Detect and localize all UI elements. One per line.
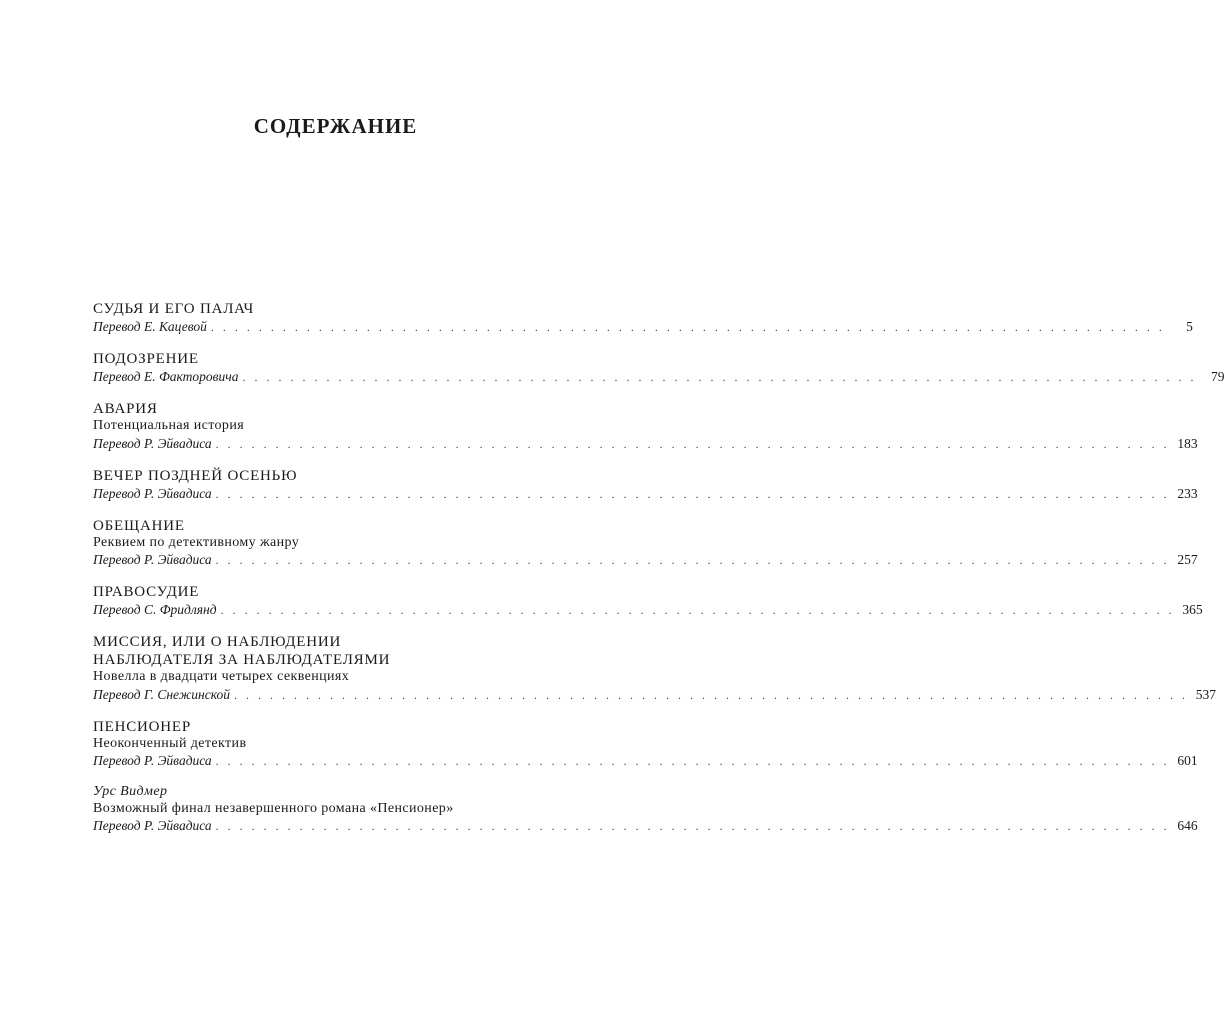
entry-subtitle: Новелла в двадцати четырех секвенциях [93,669,350,684]
entry-page-number: 257 [1177,552,1198,567]
dot-leader: . . . . . . . . . . . . . . . . . . . . . . . . . . . . . . . . . . . . . . . . . . . . . . . . . . . . . . . . . . . . . . . . . . . . . . . . . . . . . . . . [242,370,1197,384]
dot-leader: . . . . . . . . . . . . . . . . . . . . . . . . . . . . . . . . . . . . . . . . . . . . . . . . . . . . . . . . . . . . . . . . . . . . . . . . . . . . . . . . [210,320,1165,334]
entry-row [93,817,1198,835]
entry-title: ВЕЧЕР ПОЗДНЕЙ ОСЕНЬЮ [93,467,298,484]
entry-title: ОБЕЩАНИЕ [93,517,185,534]
entry-subtitle: Неоконченный детектив [93,735,247,751]
entry-title: ПРАВОСУДИЕ [93,584,200,600]
entry-translator: Перевод Р. Эйвадиса [93,435,212,451]
entry-page-number: 601 [1177,753,1198,768]
entry-row [93,601,1203,619]
entry-page-number: 5 [1186,319,1193,334]
entry-subtitle: Возможный финал незавершенного романа «Пенсионер» [93,800,454,816]
entry-title: МИССИЯ, ИЛИ О НАБЛЮДЕНИИ [93,634,342,650]
toc-entry [93,300,1193,336]
toc-entry [93,784,1198,835]
toc-entry [93,517,1198,570]
dot-leader: . . . . . . . . . . . . . . . . . . . . . . . . . . . . . . . . . . . . . . . . . . . . . . . . . . . . . . . . . . . . . . . . . . . . . . . . . . . . . . . . [215,436,1170,451]
entry-row [93,686,1217,704]
dot-leader: . . . . . . . . . . . . . . . . . . . . . . . . . . . . . . . . . . . . . . . . . . . . . . . . . . . . . . . . . . . . . . . . . . . . . . . . . . . . . . . . [215,553,1170,567]
entry-translator: Перевод Р. Эйвадиса [93,753,212,768]
entry-translator: Перевод Е. Кацевой [93,319,207,334]
entry-row [93,368,1224,386]
toc-entry [93,718,1198,771]
dot-leader: . . . . . . . . . . . . . . . . . . . . . . . . . . . . . . . . . . . . . . . . . . . . . . . . . . . . . . . . . . . . . . . . . . . . . . . . . . . . . . . . [215,486,1170,501]
toc-entry [93,350,1224,386]
entry-translator: Перевод Р. Эйвадиса [93,818,212,833]
entry-title: ПОДОЗРЕНИЕ [93,351,199,367]
entry-author: Урс Видмер [93,784,168,799]
entry-translator: Перевод Р. Эйвадиса [93,552,212,567]
entry-page-number: 537 [1195,686,1217,702]
entry-row [93,318,1193,336]
entry-title: СУДЬЯ И ЕГО ПАЛАЧ [93,301,255,317]
entry-title: ПЕНСИОНЕР [93,718,192,735]
entry-row [93,435,1198,453]
entry-translator: Перевод Е. Факторовича [93,369,239,384]
entry-translator: Перевод Г. Снежинской [93,686,231,702]
entry-row [93,551,1198,569]
dot-leader: . . . . . . . . . . . . . . . . . . . . . . . . . . . . . . . . . . . . . . . . . . . . . . . . . . . . . . . . . . . . . . . . . . . . . . . . . . . . . . . . [234,687,1189,702]
entry-page-number: 365 [1182,602,1203,617]
entry-page-number: 646 [1177,818,1198,833]
toc-entry [93,583,1203,619]
toc-entry [93,400,1198,453]
table-of-contents [93,300,1224,849]
entry-row [93,485,1198,503]
entry-title: АВАРИЯ [93,401,158,417]
entry-page-number: 183 [1177,435,1198,451]
entry-subtitle: Потенциальная история [93,418,245,433]
entry-subtitle: Реквием по детективному жанру [93,534,300,550]
dot-leader: . . . . . . . . . . . . . . . . . . . . . . . . . . . . . . . . . . . . . . . . . . . . . . . . . . . . . . . . . . . . . . . . . . . . . . . . . . . . . . . . [220,603,1175,617]
page-title: СОДЕРЖАНИЕ [253,114,418,138]
dot-leader: . . . . . . . . . . . . . . . . . . . . . . . . . . . . . . . . . . . . . . . . . . . . . . . . . . . . . . . . . . . . . . . . . . . . . . . . . . . . . . . . [215,754,1170,768]
entry-translator: Перевод С. Фридлянд [93,602,217,617]
toc-entry [93,633,1217,704]
entry-page-number: 233 [1177,485,1198,501]
entry-translator: Перевод Р. Эйвадиса [93,485,212,501]
toc-entry [93,467,1198,503]
dot-leader: . . . . . . . . . . . . . . . . . . . . . . . . . . . . . . . . . . . . . . . . . . . . . . . . . . . . . . . . . . . . . . . . . . . . . . . . . . . . . . . . [215,819,1170,833]
entry-title-continued: НАБЛЮДАТЕЛЯ ЗА НАБЛЮДАТЕЛЯМИ [93,652,391,668]
entry-page-number: 79 [1210,369,1224,384]
entry-row [93,752,1198,770]
